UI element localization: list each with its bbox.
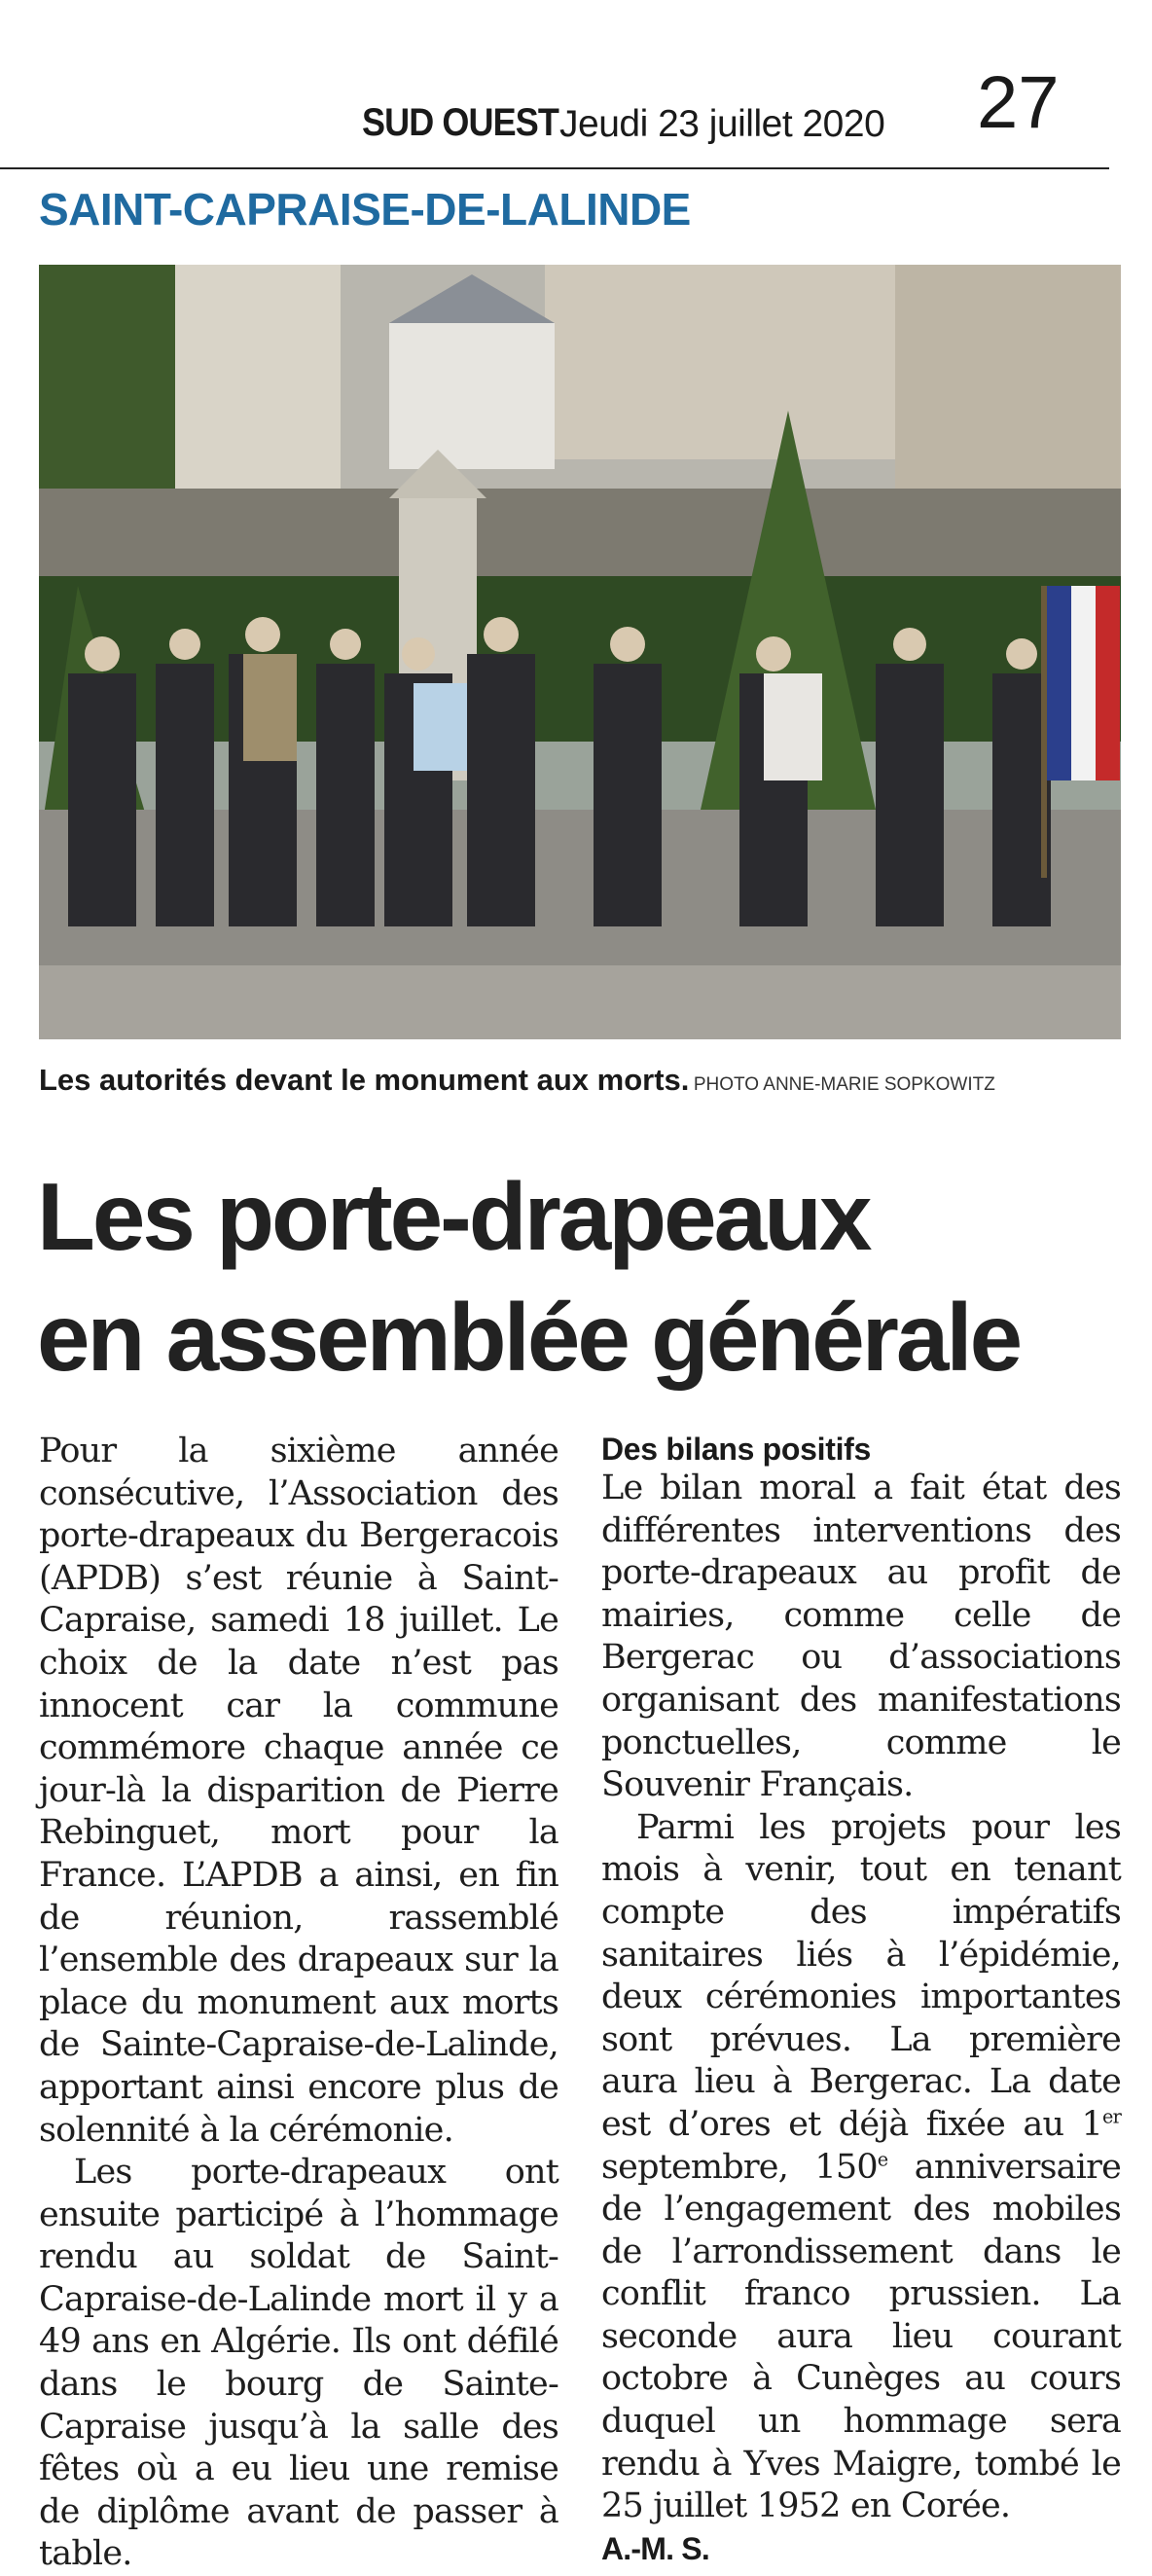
paragraph-1: Pour la sixième année consécutive, l’Association des porte-drapeaux du Bergeracois (APDB) s’est réunie à Saint-Capraise, samedi 18 juillet. Le choix de la date n’est pas innocent car la commune commémore chaque année ce jour-là la disparition de Pierre Rebinguet, mort pour la France. L’APDB a ainsi, en fin de réunion, rassemblé l’ensemble des drapeaux sur la place du monument aux morts de Sainte-Capraise-de-Lalinde, apportant ainsi encore plus de solennité à la cérémonie. (39, 1432, 558, 2150)
paragraph-3: Le bilan moral a fait état des différentes interventions des porte-drapeaux au profit de mairies, comme celle de Bergerac ou d’associations organisant des manifestations ponctuelles, comme le Souvenir Français. (601, 1469, 1121, 1805)
paragraph-4-part-c: anniversaire de l’engagement des mobiles de l’arrondissement dans le conflit franco prussien. La seconde aura lieu courant octobre à Cunèges au cours duquel un hommage sera rendu à Yves Maigre, tombé le 25 juillet 1952 en Corée. (601, 2147, 1121, 2526)
page-number: 27 (977, 61, 1060, 144)
article-column-right (601, 1431, 1121, 2570)
newspaper-masthead: SUD OUEST (362, 101, 558, 144)
author-signature: A.-M. S. (601, 2530, 709, 2566)
headline-line-1: Les porte-drapeaux (37, 1163, 870, 1270)
section-rubric: SAINT-CAPRAISE-DE-LALINDE (39, 184, 691, 235)
article-column-left (39, 1431, 558, 2576)
photo-credit: PHOTO ANNE-MARIE SOPKOWITZ (693, 1074, 995, 1095)
paragraph-4 (601, 1807, 1121, 2528)
caption-text: Les autorités devant le monument aux morts. (39, 1063, 690, 1097)
paragraph-4-part-a: Parmi les projets pour les mois à venir, tout en tenant compte des impératifs sanitaires liés à l’épidémie, deux cérémonies importantes sont prévues. La première aura lieu à Bergerac. La date est d’ores et déjà fixée au 1 (601, 1807, 1121, 2144)
headline-line-2: en assemblée générale (37, 1284, 1021, 1391)
paragraph-2: Les porte-drapeaux ont ensuite participé à l’hommage rendu au soldat de Saint-Capraise-de-Lalinde mort il y a 49 ans en Algérie. Ils ont défilé dans le bourg de Sainte-Capraise jusqu’à la salle des fêtes où a eu lieu une remise de diplôme avant de passer à table. (39, 2153, 558, 2574)
ordinal-suffix-e: e (877, 2147, 888, 2170)
publication-date: Jeudi 23 juillet 2020 (559, 103, 885, 145)
paragraph-4-part-b: septembre, 150 (601, 2147, 878, 2187)
article-subheading: Des bilans positifs (601, 1432, 872, 1467)
ordinal-suffix-er: er (1102, 2105, 1121, 2128)
photo-caption (39, 1055, 1119, 1111)
page-header (0, 0, 1109, 169)
article-photo (39, 265, 1121, 1039)
article-headline (37, 1156, 1127, 1397)
ceremony-photo-illustration (39, 265, 1121, 1039)
